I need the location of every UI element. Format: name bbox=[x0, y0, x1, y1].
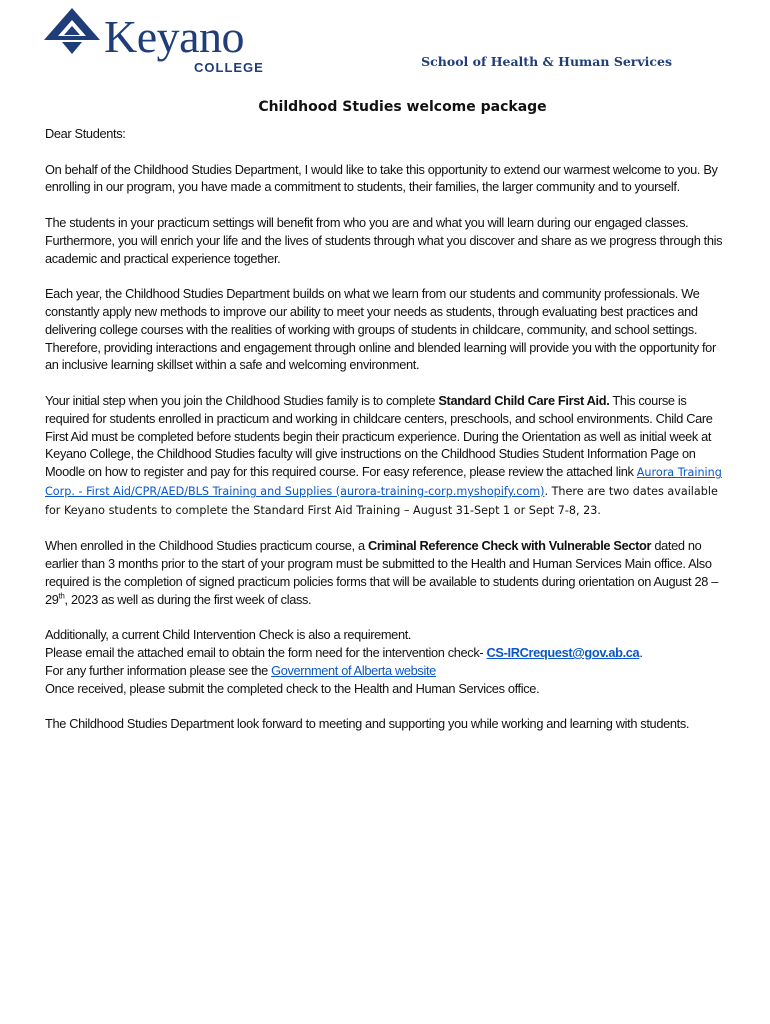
intervention-line-4: Once received, please submit the completed check to the Health and Human Services office. bbox=[45, 680, 540, 696]
department-name: School of Health & Human Services bbox=[421, 54, 672, 69]
paragraph-welcome: On behalf of the Childhood Studies Department, I would like to take this opportunity to extend our warmest welcome to you. By enrolling in our program, you have made a commitment to students, their families, the larger community and to yourself. bbox=[45, 161, 718, 195]
criminal-check-text-a: When enrolled in the Childhood Studies practicum course, a bbox=[45, 538, 368, 554]
logo-wordmark: Keyano bbox=[104, 11, 245, 62]
gov-link-text: For any further information please see the bbox=[45, 662, 272, 678]
salutation: Dear Students: bbox=[45, 126, 126, 141]
criminal-check-text-c: dated no earlier than 3 months prior to the start of your program must be submitted to the Health and Human Services Main office. Also required is the completion of signed practicum policies forms that will be available to students during orientation on August 28 – 29 bbox=[45, 538, 718, 607]
keyano-sail-logo-icon bbox=[42, 6, 106, 56]
paragraph-first-aid bbox=[45, 392, 725, 520]
first-aid-text-c: This course is required for students enrolled in practicum and working in childcare centers, preschools, and school environments. Child Care First Aid must be completed before students begin their practicum experience. During the Orientation as well as initial week at Keyano College, the Childhood Studies faculty will give instructions on the Childhood Studies Student Information Page on Moodle on how to register and pay for this required course. For easy reference, please review the attached link bbox=[45, 392, 713, 480]
first-aid-dates: . There are two dates available for Keyano students to complete the Standard First Aid Training – August 31-Sept 1 or Sept 7-8, 23. bbox=[45, 484, 718, 517]
criminal-check-text-d: , 2023 as well as during the first week of class. bbox=[64, 591, 312, 607]
criminal-check-name: Criminal Reference Check with Vulnerable Sector bbox=[367, 538, 652, 554]
paragraph-department: Each year, the Childhood Studies Department builds on what we learn from our students and community professionals. We constantly apply new methods to improve our ability to meet your needs as students, through evaluating best practices and delivering college courses with the realities of working with groups of students in childcare, community, and school settings. Therefore, providing interactions and engagement through online and blended learning will provide you with the opportunity for an inclusive learning skillset within a safe and welcoming environment. bbox=[45, 286, 716, 373]
paragraph-intervention-check bbox=[45, 626, 725, 697]
date-suffix: th bbox=[58, 591, 65, 601]
paragraph-practicum: The students in your practicum settings will benefit from who you are and what you will learn during our engaged classes. Furthermore, you will enrich your life and the lives of students through what you discover and share as we progress through this academic and practical experience together. bbox=[45, 214, 723, 266]
government-of-alberta-link[interactable]: Government of Alberta website bbox=[271, 662, 436, 678]
first-aid-text-a: Your initial step when you join the Childhood Studies family is to complete bbox=[45, 392, 439, 408]
intervention-line-3 bbox=[45, 662, 725, 680]
document-title: Childhood Studies welcome package bbox=[258, 99, 547, 115]
keyano-logo bbox=[42, 6, 262, 76]
aurora-training-link[interactable]: Aurora Training Corp. - First Aid/CPR/AED/BLS Training and Supplies (aurora-training-corp.myshopify.com) bbox=[45, 466, 722, 498]
logo-subtitle: COLLEGE bbox=[194, 60, 264, 75]
letter-body bbox=[45, 125, 725, 751]
paragraph-criminal-check bbox=[45, 537, 725, 608]
paragraph-closing: The Childhood Studies Department look forward to meeting and supporting you while working and learning with students. bbox=[45, 716, 690, 732]
intervention-line-2 bbox=[45, 644, 725, 662]
intervention-email-link[interactable]: CS-IRCrequest@gov.ab.ca bbox=[486, 645, 640, 661]
first-aid-course-name: Standard Child Care First Aid. bbox=[438, 392, 610, 408]
intervention-line-1: Additionally, a current Child Intervention Check is also a requirement. bbox=[45, 627, 412, 643]
intervention-email-period: . bbox=[639, 645, 643, 661]
intervention-email-text: Please email the attached email to obtain the form need for the intervention check- bbox=[45, 645, 487, 661]
